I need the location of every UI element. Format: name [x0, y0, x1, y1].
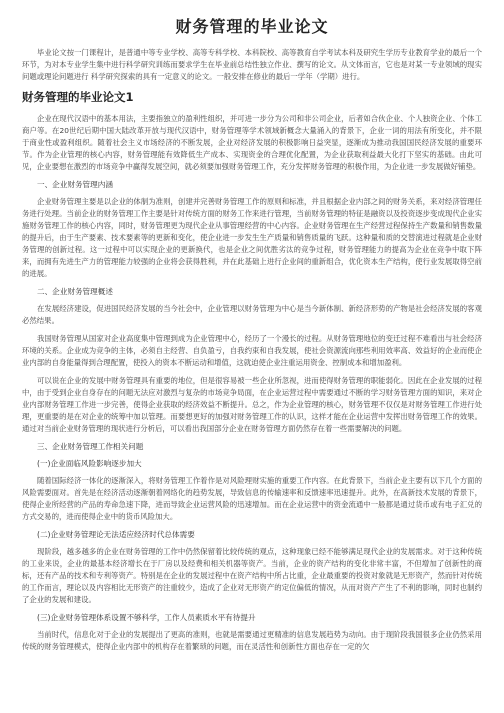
paragraph-theory: 现阶段，越多越多的企业在财务管理的工作中仍然保留着比较传统的观点，这种现象已经不能够满足现代企业的发展需求。对于这种传统的工业来说，企业的最基本经济增长在于厂房以及经费和相关机器等资产。当前，企业的资产结构的变化非常丰富，不但增加了创新性的商标，还有产品的技术和专利等资产。特别是在企业的发展过程中在资产结构中所占比重，企业最重要的投资对象就是无形资产，然而针对传统的工作而言，理论以及内容相比无形资产的注重较少，造成了企业对无形资产的定位偏低的情况，从而对资产产生了不利的影响，同时也制约了企业的发展和建设。 — [22, 547, 482, 604]
heading-enterprise-financial-management: 一、企业财务管理内涵 — [37, 180, 113, 189]
heading-system: (三)企业财务管理体系设置不够科学，工作人员素质水平有待提升 — [37, 613, 256, 622]
paragraph-2c: 可以说在企业的发展中财务管理具有重要的地位，但是很容易被一些企业所忽视，进而使得财务管理的职能弱化。因此在企业发展的过程中，由于受到企业自身存在的问题无法应对激烈与复杂的市场竞争局面，在企业运营过程中需要通过不断的学习财务管理方面的知识，来对企业内部财务管理工作进一步完善，使得企业获取的经济效益不断提升。总之，作为企业管理的核心，财务管理不仅仅是对财务管理工作进行处理，更重要的是在对企业的统筹中加以管理。而要想更好的加强对财务管理工作的认识，这样才能在企业运营中发挥出财务管理工作的效果。通过对当前企业财务管理的现状进行分析后，可以看出我国部分企业在财务管理方面仍然存在着一些需要解决的问题。 — [22, 376, 482, 433]
paragraph-risk: 随着国际经济一体化的逐渐深入，将财务管理工作着作是对风险理财实施的重要工作内容。在此背景下，当前企业主要有以下几个方面的风险需要面对。首先是在经济活动逐渐朝着网络化的趋势发展，导致信息的传输速率和反馈速率迅速提升。此外，在高新技术发展的背景下，使得企业所经营的产品的寿命急速下降，进而导致企业运营风险的迅速增加。而在企业运营中的资金流通中一般都是通过货币或有电子汇兑的方式交易的，进而使得企业中的货币风险加大。 — [22, 476, 482, 521]
paragraph-2b: 我国财务管理从国家对企业高度集中管理到成为企业管理中心，经历了一个漫长的过程。从财务管理地位的变迁过程不难看出与社会经济环境的关系。企业成为竞争的主体，必须自主经营、自负盈亏，自我约束和自我发展，使社会资源流向那些利用效率高、效益好的企业而使企业内部的自身能量得到合理配置，使投入的资本不断运动和增值，这就迫使企业注重运用资金、控制成本和增加盈利。 — [22, 334, 482, 367]
section-intro-paragraph: 企业在现代汉语中的基本用法，主要指独立的盈利性组织，并可进一步分为公司和非公司企业，后者如合伙企业、个人独资企业、个体工商户等。在20世纪后期中国大陆改革开放与现代汉语中，财务管理等学术领域新概念大量涌入的背景下，企业一词的用法有所变化，并不限于商业性或盈利组织。随着社会主义市场经济的不断发展，企业对经济发展的积极影响日益突显，逐渐成为推动我国国民经济发展的重要环节。作为企业管理的核心内容，财务管理能有效降低生产成本、实现资金的合理优化配置，为企业获取利益最大化打下坚实的基础。由此可见，企业要想在激烈的市场竞争中赢得发展空间，就必须要加强财务管理工作，充分发挥财务管理的积极作用，为企业进一步发展做好铺垫。 — [22, 114, 482, 171]
paragraph-2a: 在发展经济建设，促进国民经济发展的当今社会中，企业管理以财务管理为中心是当今新体制、新经济形势的产物是社会经济发展的客观必然结果。 — [22, 304, 482, 325]
paragraph-system: 当前时代，信息化对于企业的发展提出了更高的准则，也就是需要通过更精准的信息发展趋势为动向。由于现阶段我国很多企业仍然采用传统的财务管理模式，使得企业内部中的机构存在着繁琐的问题，而在灵活性和创新性方面也存在一定的欠 — [22, 630, 482, 651]
document-title: 财务管理的毕业论文 — [175, 17, 329, 36]
heading-overview: 二、企业财务管理概述 — [37, 287, 113, 296]
heading-risk: (一)企业面临风险影响逐步加大 — [37, 459, 142, 468]
heading-theory: (二)企业财务管理论无法适应经济时代总体需要 — [37, 530, 195, 539]
paragraph-1: 企业财务管理主要是以企业的体制为准则，创建并完善财务管理工作的原则和标准，并且根据企业内部之间的财务关系，来对经济管理任务进行处理。当前企业的财务管理工作主要是针对传统方面的财务工作来进行管理，当前财务管理的特征是融资以及投资逐步变成现代企业实施财务管理工作的核心内容，同时，财务管理更为现代企业从事管理经营的中心内容。企业财务管理在生产经营过程保持生产数量和销售数量的提升后，由于生产要素、技术要素等的更新和变化，使企业进一步发生生产质量和销售质量的飞跃。这种量和质的交替演进过程就是企业财务管理的创新过程。这一过程中可以实现企业的更新换代，也是企业之间优胜劣汰的竞争过程，财务管理能力的提高为企业在竞争中取下阵来，而拥有先进生产力的管理能力较强的企业将会获得胜利，并在此基础上进行企业间的重新组合，优化资本生产结构，使行业发展取得空前的进展。 — [22, 197, 482, 278]
section-title: 财务管理的毕业论文1 — [22, 90, 134, 104]
intro-paragraph: 毕业论文按一门课程计，是普通中等专业学校、高等专科学校、本科院校、高等教育自学考试本科及研究生学历专业教育学业的最后一个环节，为对本专业学生集中进行科学研究训练而要求学生在毕业前总结性独立作业、撰写的论文。从文体而言，它也是对某一专业领域的现实问题或理论问题进行 科学研究探索的具有一定意义的论文。一般安排在修业的最后一学年（学期）进行。 — [22, 48, 482, 81]
heading-problems: 三、企业财务管理工作相关问题 — [37, 442, 144, 451]
